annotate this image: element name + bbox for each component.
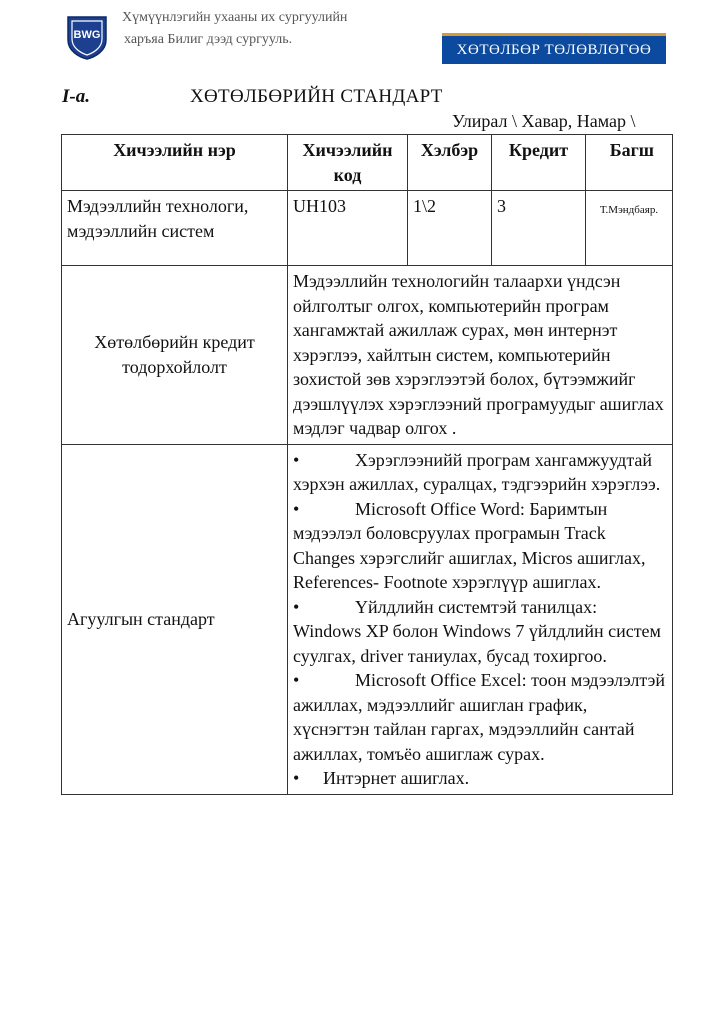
table-header-row [62,135,673,191]
list-item-text: Microsoft Office Word: Баримтын мэдээлэл боловсруулах програмын Track Changes хэрэгслийг ашиглах, Micros ашиглах, References- Footnote хэрэглүүр ашиглах. [293,498,646,592]
page-header [0,0,728,70]
header-course-code: Хичээлийн код [288,135,408,191]
bullet-icon: • [293,449,300,470]
header-course-name: Хичээлийн нэр [62,135,288,191]
course-code-cell: UH103 [288,191,408,266]
school-logo [64,14,110,60]
bullet-icon: • [293,498,300,519]
header-teacher: Багш [586,135,673,191]
content-standard-list [288,444,673,794]
course-name-cell: Мэдээллийн технологи, мэдээллийн систем [62,191,288,266]
content-standard-label: Агуулгын стандарт [62,444,288,794]
credit-cell: 3 [492,191,586,266]
list-item [293,668,667,766]
section-number: I-a. [62,86,90,107]
bullet-icon: • [293,596,300,617]
credit-definition-row [62,266,673,445]
term-label: Улирал \ Хавар, Намар \ [452,111,636,131]
table-row [62,191,673,266]
list-item-text: Үйлдлийн системтэй танилцах: Windows XP болон Windows 7 үйлдлийн систем суулгах, driver таниулах, бусад тохиргоо. [293,596,661,666]
content-standard-row [62,444,673,794]
program-plan-banner: ХӨТӨЛБӨР ТӨЛӨВЛӨГӨӨ [442,33,666,64]
bullet-icon: • [293,670,300,690]
list-item-text: Интэрнет ашиглах. [323,768,470,788]
list-item-text: Хэрэглээнийй програм хангамжуудтай хэрхэн ажиллах, суралцах, тэдгээрийн хэрэглээ. [293,449,661,494]
teacher-cell: Т.Мэндбаяр. [586,191,673,266]
format-cell: 1\2 [408,191,492,266]
institution-name-line1: Хүмүүнлэгийн ухааны их сургуулийн [122,10,348,25]
list-item [293,448,667,497]
credit-definition-label: Хөтөлбөрийн кредит тодорхойлолт [62,266,288,445]
school-logo-text: BWG [73,29,101,41]
institution-name-line2: харъяа Билиг дээд сургууль. [124,32,293,47]
list-item [293,497,667,595]
header-credit: Кредит [492,135,586,191]
section-title: ХӨТӨЛБӨРИЙН СТАНДАРТ [190,86,443,107]
credit-definition-text: Мэдээллийн технологийн талаархи үндсэн ойлголтыг олгох, компьютерийн програм хангамжтай ажиллаж сурах, мөн интернэт хэрэглээ, хайлтын систем, компьютерийн зохистой зөв хэрэглээтэй болох, бүтээмжийг дээшлүүлэх хэрэглээний програмуудыг ашиглах мэдлэг чадвар олгох . [288,266,673,445]
bullet-icon: • [293,768,300,788]
header-format: Хэлбэр [408,135,492,191]
list-item [293,595,667,669]
program-standard-table [61,134,673,795]
list-item [293,766,667,791]
list-item-text: Microsoft Office Excel: тоон мэдээлэлтэй ажиллах, мэдээллийг ашиглан график, хүснэгтэн тайлан гаргах, мэдээллийн сантай ажиллах, томъёо ашиглаж сурах. [293,670,666,764]
